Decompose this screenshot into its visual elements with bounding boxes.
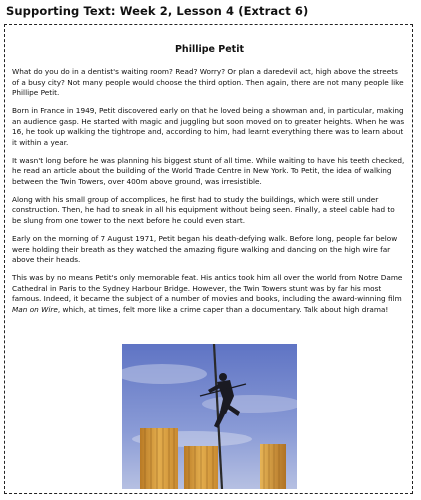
film-title: Man on Wire: [12, 304, 58, 314]
paragraph: What do you do in a dentist's waiting room? Read? Worry? Or plan a daredevil act, high above the streets of a busy city? Not many people would choose the third option. Then again, there are not many people like Phillipe Petit.: [12, 67, 404, 98]
paragraph: Along with his small group of accomplices, he first had to study the buildings, which were still under construction. Then, he had to sneak in all his equipment without being seen. Finally, a steel cable had to be slung from one tower to the next before he could even start.: [12, 194, 395, 226]
paragraph: Early on the morning of 7 August 1971, Petit began his death-defying walk. Before long, people far below were holding their breath as they watched the amazing figure walking and dancing on the high wire far above their heads.: [12, 233, 398, 265]
paragraph: It wasn't long before he was planning his biggest stunt of all time. While waiting to have his teeth checked, he read an article about the building of the World Trade Centre in New York. To Petit, the idea of walking between the Twin Towers, over 400m above ground, was irresistible.: [12, 155, 405, 186]
photo-illustration: [122, 344, 297, 489]
worksheet-header: Supporting Text: Week 2, Lesson 4 (Extract 6): [6, 4, 309, 18]
text-frame: [4, 24, 413, 494]
paragraph-last: [12, 273, 406, 315]
article-body: [12, 67, 406, 323]
article-title: Phillipe Petit: [174, 44, 245, 55]
tower-left: [140, 428, 178, 489]
tightrope-walker-photo: [122, 344, 297, 489]
paragraph: Born in France in 1949, Petit discovered early on that he loved being a showman and, in particular, making an audience gasp. He started with magic and juggling but soon moved on to greater heights. When he was 16, he took up walking the tightrope and, according to him, had learnt everything there was to learn about it within a year.: [12, 106, 405, 147]
paragraph-text: This was by no means Petit's only memorable feat. His antics took him all over the world from Notre Dame Cathedral in Paris to the Sydney Harbour Bridge. However, the Twin Towers stunt was by far his most famous. Indeed, it became the subject of a number of movies and books, including the award-winning film: [12, 272, 403, 304]
paragraph-text: , which, at times, felt more like a crime caper than a documentary. Talk about high drama!: [57, 304, 389, 314]
